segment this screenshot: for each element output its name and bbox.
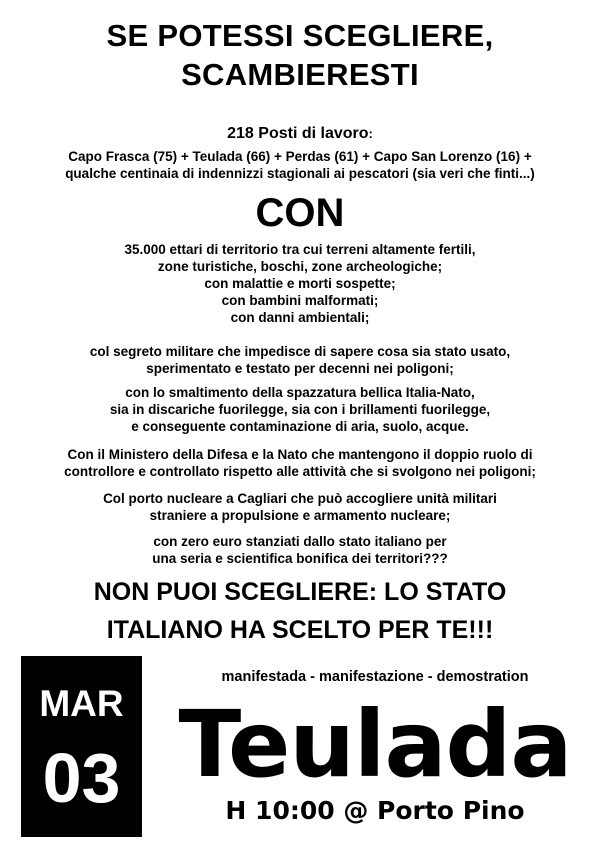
jobs-line-1: Capo Frasca (75) + Teulada (66) + Perdas (61) + Capo San Lorenzo (16) + (68, 149, 532, 164)
jobs-heading-colon: : (368, 126, 373, 141)
paragraph-line: zone turistiche, boschi, zone archeologiche; (157, 259, 443, 274)
headline-line-2: SCAMBIERESTI (181, 57, 419, 92)
final-statement (0, 573, 600, 649)
paragraph-nuclear-port (0, 490, 600, 524)
event-month: MAR (39, 683, 124, 724)
paragraph-military-secret (0, 343, 600, 377)
event-day: 03 (42, 739, 121, 817)
jobs-heading-text: 218 Posti di lavoro (227, 125, 369, 142)
headline-line-1: SE POTESSI SCEGLIERE, (106, 18, 494, 53)
paragraph-zero-euro (0, 533, 600, 567)
paragraph-line: con zero euro stanziati dallo stato italiano per (153, 534, 447, 549)
paragraph-line: straniere a propulsione e armamento nucleare; (149, 508, 451, 523)
paragraph-war-waste (0, 384, 600, 435)
headline (0, 16, 600, 94)
paragraph-line: con danni ambientali; (230, 310, 370, 325)
paragraph-line: sperimentato e testato per decenni nei poligoni; (146, 361, 454, 376)
paragraph-territory (0, 241, 600, 326)
paragraph-line: Col porto nucleare a Cagliari che può accogliere unità militari (103, 491, 497, 506)
paragraph-line: Con il Ministero della Difesa e la Nato che mantengono il doppio ruolo di (67, 447, 533, 462)
final-line-1: NON PUOI SCEGLIERE: LO STATO (93, 578, 507, 606)
paragraph-line: una seria e scientifica bonifica dei territori??? (152, 551, 448, 566)
event-tagline: manifestada - manifestazione - demostration (221, 669, 529, 685)
event-time-place: H 10:00 @ Porto Pino (225, 796, 525, 825)
event-place: Teulada (178, 691, 572, 798)
paragraph-line: sia in discariche fuorilegge, sia con i brillamenti fuorilegge, (109, 402, 491, 417)
jobs-heading (0, 124, 600, 144)
final-line-2: ITALIANO HA SCELTO PER TE!!! (106, 616, 494, 644)
con-heading: CON (255, 191, 345, 235)
paragraph-line: controllore e controllato rispetto alle attività che si svolgono nei poligoni; (64, 464, 536, 479)
jobs-line-2: qualche centinaia di indennizzi stagionali ai pescatori (sia veri che finti...) (65, 166, 535, 181)
paragraph-line: 35.000 ettari di territorio tra cui terreni altamente fertili, (124, 242, 476, 257)
paragraph-line: e conseguente contaminazione di aria, suolo, acque. (131, 419, 469, 434)
date-box (21, 656, 142, 837)
paragraph-line: col segreto militare che impedisce di sapere cosa sia stato usato, (89, 344, 511, 359)
paragraph-line: con lo smaltimento della spazzatura bellica Italia-Nato, (125, 385, 475, 400)
paragraph-line: con bambini malformati; (221, 293, 379, 308)
paragraph-line: con malattie e morti sospette; (204, 276, 396, 291)
paragraph-ministry (0, 446, 600, 480)
